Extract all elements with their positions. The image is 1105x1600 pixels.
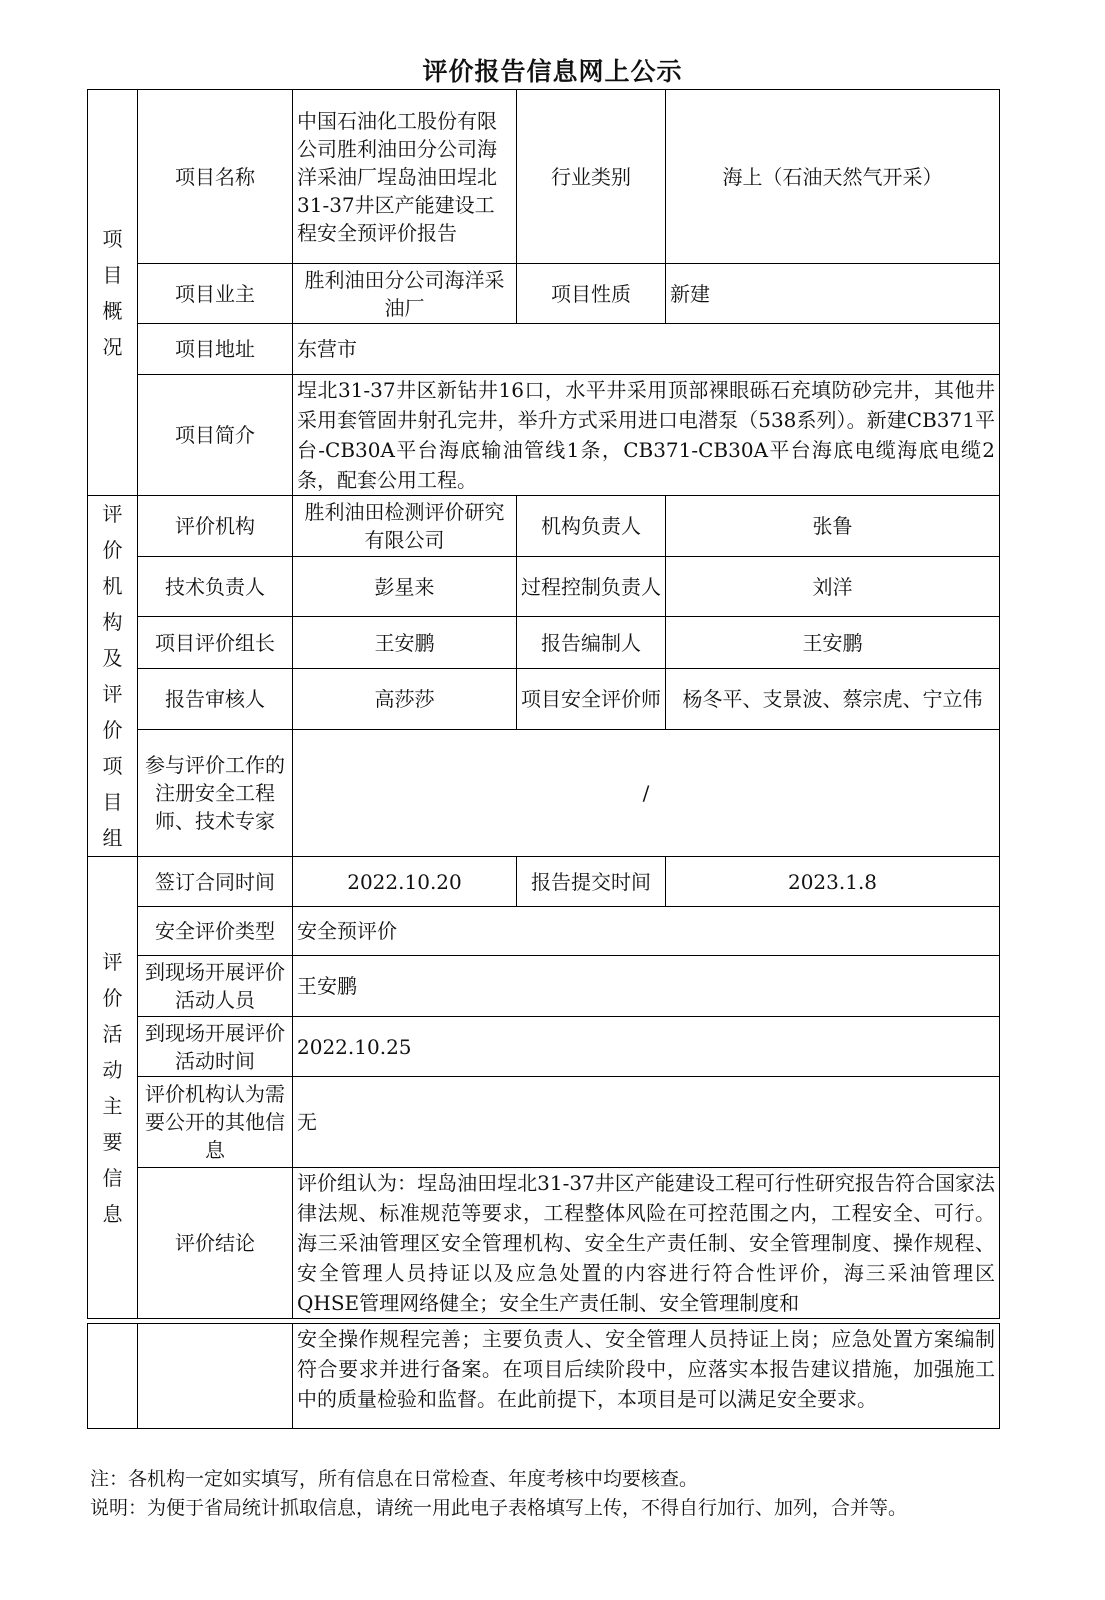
org-label: 评价机构 xyxy=(138,496,293,557)
site-staff-label: 到现场开展评价活动人员 xyxy=(138,956,293,1017)
intro-value: 埕北31-37井区新钻井16口，水平井采用顶部裸眼砾石充填防砂完井，其他井采用套管固井射孔完井，举升方式采用进口电潜泵（538系列）。新建CB371平台-CB30A平台海底输油管线1条，CB371-CB30A平台海底电缆海底电缆2条，配套公用工程。 xyxy=(293,375,1000,496)
other-value: 无 xyxy=(293,1077,1000,1168)
org-head-label: 机构负责人 xyxy=(517,496,666,557)
type-value: 安全预评价 xyxy=(293,907,1000,956)
continuation-empty-label xyxy=(138,1324,293,1429)
org-head-value: 张鲁 xyxy=(666,496,1000,557)
other-label: 评价机构认为需要公开的其他信息 xyxy=(138,1077,293,1168)
continuation-table xyxy=(87,1323,1000,1429)
conclusion-value-part1: 评价组认为：埕岛油田埕北31-37井区产能建设工程可行性研究报告符合国家法律法规、标准规范等要求，工程整体风险在可控范围之内，工程安全、可行。海三采油管理区安全管理机构、安全生产责任制、安全管理制度、操作规程、安全管理人员持证以及应急处置的内容进行符合性评价，海三采油管理区QHSE管理网络健全；安全生产责任制、安全管理制度和 xyxy=(293,1168,1000,1319)
reviewer-value: 高莎莎 xyxy=(293,668,517,729)
main-table xyxy=(87,89,1000,1319)
site-time-value: 2022.10.25 xyxy=(293,1017,1000,1077)
org-value: 胜利油田检测评价研究有限公司 xyxy=(293,496,517,557)
submit-date: 2023.1.8 xyxy=(666,857,1000,907)
address-value: 东营市 xyxy=(293,324,1000,375)
contract-label: 签订合同时间 xyxy=(138,857,293,907)
page-title: 评价报告信息网上公示 xyxy=(422,57,683,86)
assessors-value: 杨冬平、支景波、蔡宗虎、宁立伟 xyxy=(666,668,1000,729)
owner-label: 项目业主 xyxy=(138,264,293,324)
section-evaluation-activity-label: 评 价 活 动 主 要 信 息 xyxy=(88,857,138,1319)
assessors-label: 项目安全评价师 xyxy=(517,668,666,729)
nature-value: 新建 xyxy=(666,264,1000,324)
tech-head-label: 技术负责人 xyxy=(138,556,293,617)
section-project-overview-label: 项 目 概 况 xyxy=(88,90,138,496)
industry-value: 海上（石油天然气开采） xyxy=(666,90,1000,264)
address-label: 项目地址 xyxy=(138,324,293,375)
site-staff-value: 王安鹏 xyxy=(293,956,1000,1017)
writer-value: 王安鹏 xyxy=(666,617,1000,669)
conclusion-value-part2: 安全操作规程完善；主要负责人、安全管理人员持证上岗；应急处置方案编制符合要求并进行备案。在项目后续阶段中，应落实本报告建议措施，加强施工中的质量检验和监督。在此前提下，本项目是可以满足安全要求。 xyxy=(293,1324,1000,1429)
process-head-label: 过程控制负责人 xyxy=(517,556,666,617)
notes xyxy=(90,1465,1025,1523)
owner-value: 胜利油田分公司海洋采油厂 xyxy=(293,264,517,324)
site-time-label: 到现场开展评价活动时间 xyxy=(138,1017,293,1077)
project-name-value: 中国石油化工股份有限公司胜利油田分公司海洋采油厂埕岛油田埕北31-37井区产能建设工程安全预评价报告 xyxy=(293,90,517,264)
leader-value: 王安鹏 xyxy=(293,617,517,669)
project-name-label: 项目名称 xyxy=(138,90,293,264)
process-head-value: 刘洋 xyxy=(666,556,1000,617)
leader-label: 项目评价组长 xyxy=(138,617,293,669)
contract-date: 2022.10.20 xyxy=(293,857,517,907)
note-2: 说明：为便于省局统计抓取信息，请统一用此电子表格填写上传，不得自行加行、加列，合并等。 xyxy=(90,1497,908,1519)
reviewer-label: 报告审核人 xyxy=(138,668,293,729)
nature-label: 项目性质 xyxy=(517,264,666,324)
tech-head-value: 彭星来 xyxy=(293,556,517,617)
continuation-empty-section xyxy=(88,1324,138,1429)
conclusion-label: 评价结论 xyxy=(138,1168,293,1319)
writer-label: 报告编制人 xyxy=(517,617,666,669)
type-label: 安全评价类型 xyxy=(138,907,293,956)
experts-value: / xyxy=(293,729,1000,856)
submit-label: 报告提交时间 xyxy=(517,857,666,907)
industry-label: 行业类别 xyxy=(517,90,666,264)
section-evaluation-org-label: 评 价 机 构 及 评 价 项 目 组 xyxy=(88,496,138,857)
intro-label: 项目简介 xyxy=(138,375,293,496)
experts-label: 参与评价工作的注册安全工程师、技术专家 xyxy=(138,729,293,856)
note-1: 注：各机构一定如实填写，所有信息在日常检查、年度考核中均要核查。 xyxy=(90,1468,699,1490)
